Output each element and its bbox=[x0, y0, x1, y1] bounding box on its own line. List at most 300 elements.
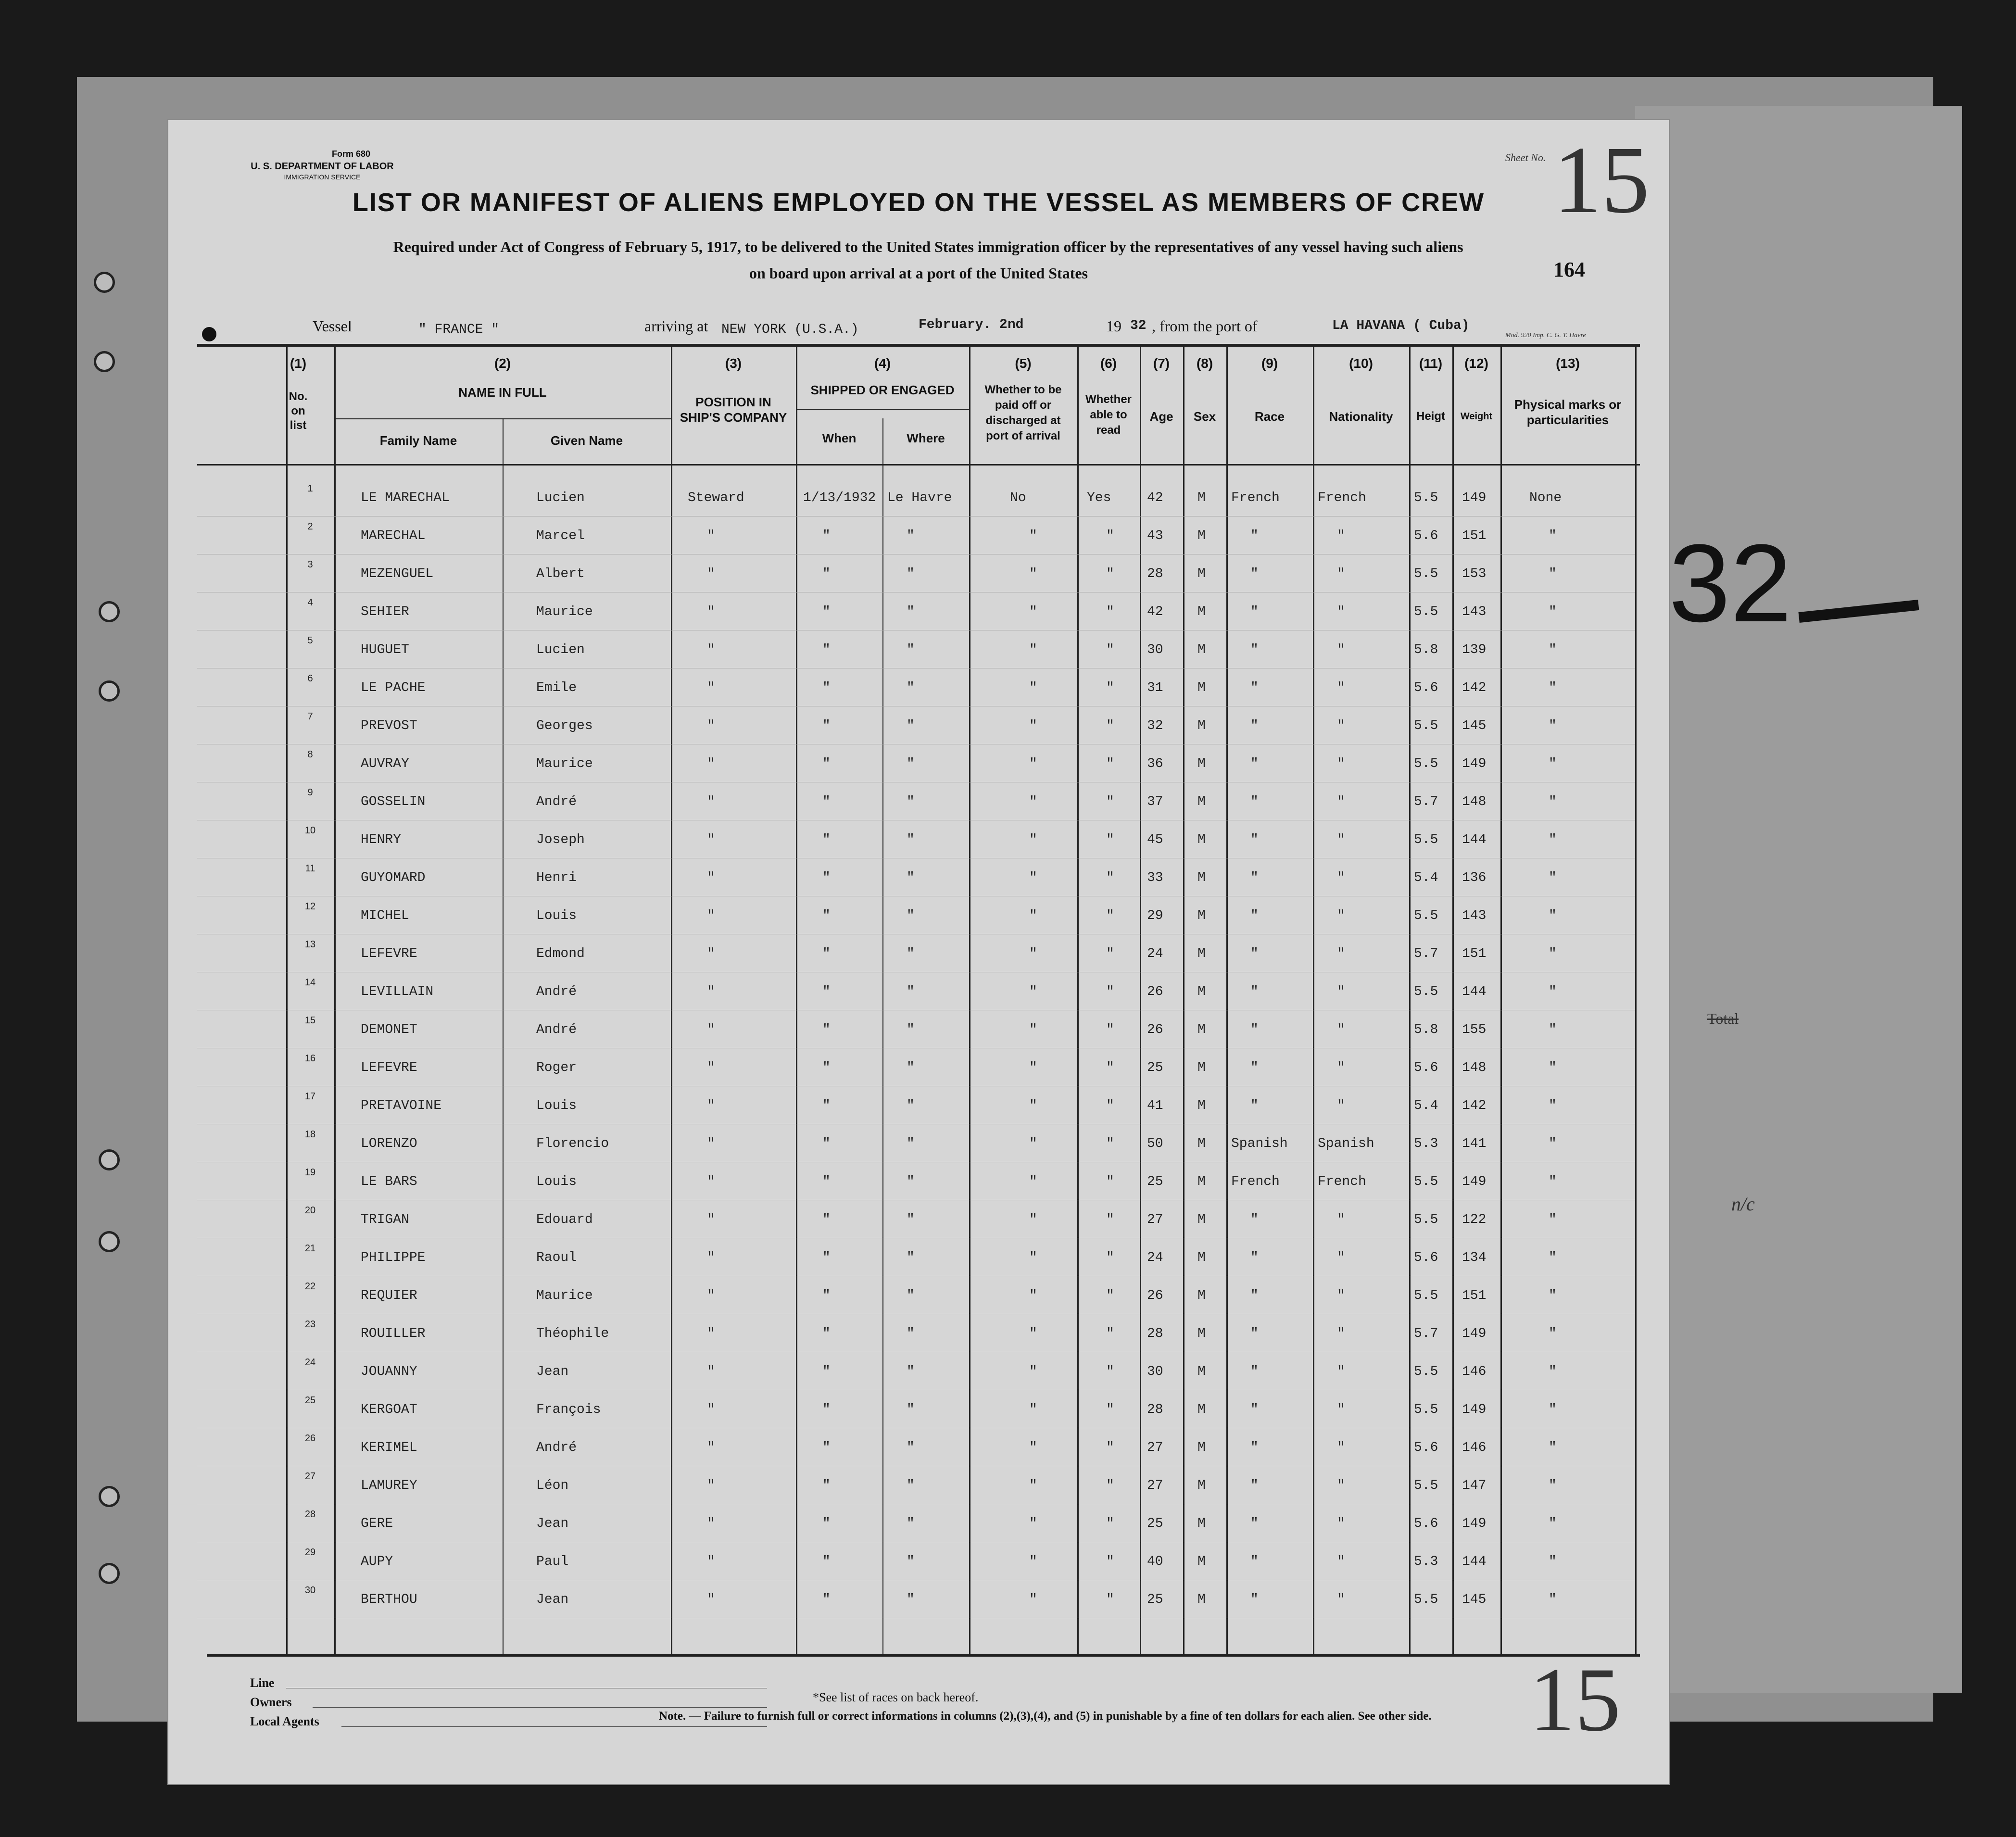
height-cell: 5.6 bbox=[1414, 1440, 1438, 1455]
race-cell: " bbox=[1250, 1516, 1259, 1531]
family-name-cell: DEMONET bbox=[361, 1022, 417, 1037]
race-cell: " bbox=[1250, 604, 1259, 619]
where-cell: Le Havre bbox=[887, 491, 952, 505]
height-cell: 5.6 bbox=[1414, 1250, 1438, 1265]
paid-off-cell: " bbox=[1029, 1212, 1037, 1227]
marks-cell: " bbox=[1549, 908, 1557, 923]
weight-cell: 153 bbox=[1462, 566, 1487, 581]
row-number: 28 bbox=[304, 1509, 316, 1520]
binder-ring bbox=[99, 1149, 120, 1170]
given-name-cell: Emile bbox=[536, 680, 577, 695]
column-rule bbox=[1313, 344, 1314, 1654]
age-cell: 28 bbox=[1147, 1402, 1163, 1417]
given-name-cell: Joseph bbox=[536, 832, 585, 847]
nationality-cell: French bbox=[1318, 491, 1366, 505]
row-number: 27 bbox=[304, 1471, 316, 1482]
col12-header: Weight bbox=[1460, 411, 1493, 422]
row-number: 13 bbox=[304, 939, 316, 950]
marks-cell: " bbox=[1549, 946, 1557, 961]
nationality-cell: " bbox=[1337, 566, 1345, 581]
marks-cell: " bbox=[1549, 1516, 1557, 1531]
weight-cell: 155 bbox=[1462, 1022, 1487, 1037]
when-cell: " bbox=[822, 1174, 831, 1189]
paid-off-cell: " bbox=[1029, 528, 1037, 543]
where-cell: " bbox=[907, 1098, 915, 1113]
age-cell: 37 bbox=[1147, 794, 1163, 809]
col7-number: (7) bbox=[1153, 356, 1170, 371]
nationality-cell: " bbox=[1337, 984, 1345, 999]
height-cell: 5.4 bbox=[1414, 1098, 1438, 1113]
race-cell: " bbox=[1250, 794, 1259, 809]
where-cell: " bbox=[907, 604, 915, 619]
race-cell: " bbox=[1250, 1022, 1259, 1037]
when-cell: " bbox=[822, 1440, 831, 1455]
given-name-cell: Jean bbox=[536, 1592, 569, 1607]
service-name: IMMIGRATION SERVICE bbox=[284, 173, 361, 181]
row-number: 16 bbox=[304, 1053, 316, 1064]
when-cell: " bbox=[822, 1098, 831, 1113]
marks-cell: " bbox=[1549, 984, 1557, 999]
age-cell: 26 bbox=[1147, 1288, 1163, 1303]
height-cell: 5.5 bbox=[1414, 1592, 1438, 1607]
nationality-cell: " bbox=[1337, 1098, 1345, 1113]
marks-cell: " bbox=[1549, 756, 1557, 771]
age-cell: 25 bbox=[1147, 1592, 1163, 1607]
family-name-cell: LORENZO bbox=[361, 1136, 417, 1151]
col1-header: No. on list bbox=[289, 390, 308, 432]
given-name-cell: Raoul bbox=[536, 1250, 577, 1265]
when-cell: " bbox=[822, 1592, 831, 1607]
row-number: 19 bbox=[304, 1167, 316, 1178]
mod-note: Mod. 920 Imp. C. G. T. Havre bbox=[1505, 332, 1586, 339]
given-name-cell: Roger bbox=[536, 1060, 577, 1075]
family-name-cell: REQUIER bbox=[361, 1288, 417, 1303]
marks-cell: " bbox=[1549, 1440, 1557, 1455]
column-rule bbox=[1077, 344, 1079, 1654]
weight-cell: 144 bbox=[1462, 832, 1487, 847]
when-cell: " bbox=[822, 566, 831, 581]
race-cell: French bbox=[1231, 1174, 1280, 1189]
age-cell: 25 bbox=[1147, 1516, 1163, 1531]
weight-cell: 122 bbox=[1462, 1212, 1487, 1227]
family-name-cell: LE PACHE bbox=[361, 680, 426, 695]
position-cell: " bbox=[707, 1440, 715, 1455]
weight-cell: 149 bbox=[1462, 1516, 1487, 1531]
height-cell: 5.5 bbox=[1414, 1288, 1438, 1303]
subtitle-line1: Required under Act of Congress of February 5, 1917, to be delivered to the United States immigration officer by the representatives of any vessel having such aliens bbox=[393, 238, 1463, 255]
bottom-stamp: 15 bbox=[1529, 1649, 1621, 1750]
able-to-read-cell: Yes bbox=[1087, 491, 1111, 505]
able-to-read-cell: " bbox=[1106, 984, 1114, 999]
form-number: Form 680 bbox=[331, 149, 371, 159]
col8-header: Sex bbox=[1193, 409, 1216, 424]
age-cell: 50 bbox=[1147, 1136, 1163, 1151]
col1-number: (1) bbox=[290, 356, 307, 371]
where-cell: " bbox=[907, 1288, 915, 1303]
able-to-read-cell: " bbox=[1106, 1478, 1114, 1493]
age-cell: 42 bbox=[1147, 604, 1163, 619]
nationality-cell: " bbox=[1337, 1022, 1345, 1037]
vessel-label: Vessel bbox=[313, 317, 352, 335]
column-rule bbox=[1452, 344, 1454, 1654]
position-cell: " bbox=[707, 832, 715, 847]
able-to-read-cell: " bbox=[1106, 1098, 1114, 1113]
able-to-read-cell: " bbox=[1106, 1250, 1114, 1265]
sex-cell: M bbox=[1197, 1592, 1206, 1607]
col4a-header: When bbox=[822, 431, 857, 445]
race-cell: " bbox=[1250, 528, 1259, 543]
marks-cell: " bbox=[1549, 832, 1557, 847]
footer-owners-rule bbox=[313, 1707, 767, 1708]
weight-cell: 142 bbox=[1462, 680, 1487, 695]
given-name-cell: Théophile bbox=[536, 1326, 609, 1341]
footer-agents-label: Local Agents bbox=[250, 1714, 319, 1728]
sex-cell: M bbox=[1197, 832, 1206, 847]
sex-cell: M bbox=[1197, 528, 1206, 543]
able-to-read-cell: " bbox=[1106, 1288, 1114, 1303]
sex-cell: M bbox=[1197, 794, 1206, 809]
able-to-read-cell: " bbox=[1106, 718, 1114, 733]
family-name-cell: HENRY bbox=[361, 832, 402, 847]
age-cell: 42 bbox=[1147, 491, 1163, 505]
row-number: 26 bbox=[304, 1433, 316, 1444]
given-name-cell: Lucien bbox=[536, 642, 585, 657]
when-cell: " bbox=[822, 680, 831, 695]
col13-number: (13) bbox=[1556, 356, 1580, 371]
age-cell: 25 bbox=[1147, 1060, 1163, 1075]
nationality-cell: " bbox=[1337, 528, 1345, 543]
age-cell: 27 bbox=[1147, 1440, 1163, 1455]
when-cell: " bbox=[822, 756, 831, 771]
sheet-no-label: Sheet No. bbox=[1505, 151, 1546, 164]
position-cell: " bbox=[707, 1288, 715, 1303]
column-rule bbox=[286, 344, 288, 1654]
able-to-read-cell: " bbox=[1106, 1592, 1114, 1607]
row-number: 12 bbox=[304, 901, 316, 912]
background-sheet-right bbox=[1635, 106, 1962, 1693]
family-name-cell: MARECHAL bbox=[361, 528, 426, 543]
weight-cell: 151 bbox=[1462, 946, 1487, 961]
row-number: 21 bbox=[304, 1243, 316, 1254]
position-cell: Steward bbox=[688, 491, 744, 505]
row-number: 17 bbox=[304, 1091, 316, 1102]
col11-header: Heigt bbox=[1416, 410, 1445, 423]
row-number: 1 bbox=[307, 483, 313, 494]
position-cell: " bbox=[707, 984, 715, 999]
sex-cell: M bbox=[1197, 1554, 1206, 1569]
nationality-cell: " bbox=[1337, 604, 1345, 619]
able-to-read-cell: " bbox=[1106, 1402, 1114, 1417]
when-cell: " bbox=[822, 642, 831, 657]
age-cell: 27 bbox=[1147, 1478, 1163, 1493]
marks-cell: " bbox=[1549, 1136, 1557, 1151]
family-name-cell: PHILIPPE bbox=[361, 1250, 426, 1265]
position-cell: " bbox=[707, 1022, 715, 1037]
position-cell: " bbox=[707, 870, 715, 885]
col4-number: (4) bbox=[874, 356, 891, 371]
col4-header: SHIPPED OR ENGAGED bbox=[810, 383, 955, 397]
weight-cell: 151 bbox=[1462, 528, 1487, 543]
position-cell: " bbox=[707, 1250, 715, 1265]
weight-cell: 149 bbox=[1462, 1402, 1487, 1417]
column-rule bbox=[1500, 344, 1502, 1654]
punch-hole bbox=[202, 327, 216, 341]
nationality-cell: " bbox=[1337, 680, 1345, 695]
age-cell: 28 bbox=[1147, 566, 1163, 581]
weight-cell: 145 bbox=[1462, 718, 1487, 733]
year-suffix: 32 bbox=[1130, 318, 1147, 333]
where-cell: " bbox=[907, 1060, 915, 1075]
paid-off-cell: " bbox=[1029, 680, 1037, 695]
row-number: 18 bbox=[304, 1129, 316, 1140]
paid-off-cell: " bbox=[1029, 1478, 1037, 1493]
marks-cell: " bbox=[1549, 1060, 1557, 1075]
paid-off-cell: No bbox=[1010, 491, 1026, 505]
family-name-cell: MICHEL bbox=[361, 908, 409, 923]
where-cell: " bbox=[907, 908, 915, 923]
given-name-cell: Jean bbox=[536, 1516, 569, 1531]
column-rule bbox=[671, 344, 672, 1654]
when-cell: " bbox=[822, 1554, 831, 1569]
age-cell: 31 bbox=[1147, 680, 1163, 695]
paid-off-cell: " bbox=[1029, 1060, 1037, 1075]
race-cell: " bbox=[1250, 718, 1259, 733]
paid-off-cell: " bbox=[1029, 604, 1037, 619]
marks-cell: " bbox=[1549, 1212, 1557, 1227]
height-cell: 5.5 bbox=[1414, 604, 1438, 619]
col4b-header: Where bbox=[907, 431, 945, 445]
row-number: 30 bbox=[304, 1585, 316, 1596]
departure-port: LA HAVANA ( Cuba) bbox=[1332, 318, 1470, 333]
nationality-cell: " bbox=[1337, 1364, 1345, 1379]
weight-cell: 134 bbox=[1462, 1250, 1487, 1265]
footer-agents-rule bbox=[341, 1726, 767, 1727]
race-cell: Spanish bbox=[1231, 1136, 1288, 1151]
col5-number: (5) bbox=[1015, 356, 1032, 371]
race-cell: " bbox=[1250, 1440, 1259, 1455]
able-to-read-cell: " bbox=[1106, 680, 1114, 695]
nationality-cell: " bbox=[1337, 832, 1345, 847]
height-cell: 5.6 bbox=[1414, 528, 1438, 543]
given-name-cell: Albert bbox=[536, 566, 585, 581]
weight-cell: 143 bbox=[1462, 908, 1487, 923]
where-cell: " bbox=[907, 718, 915, 733]
age-cell: 26 bbox=[1147, 1022, 1163, 1037]
family-name-cell: SEHIER bbox=[361, 604, 409, 619]
height-cell: 5.5 bbox=[1414, 984, 1438, 999]
age-cell: 24 bbox=[1147, 1250, 1163, 1265]
marks-cell: " bbox=[1549, 1554, 1557, 1569]
given-name-cell: Louis bbox=[536, 1174, 577, 1189]
when-cell: " bbox=[822, 984, 831, 999]
where-cell: " bbox=[907, 1554, 915, 1569]
where-cell: " bbox=[907, 680, 915, 695]
family-name-cell: AUVRAY bbox=[361, 756, 409, 771]
races-note: *See list of races on back hereof. bbox=[813, 1690, 979, 1704]
sex-cell: M bbox=[1197, 870, 1206, 885]
race-cell: " bbox=[1250, 756, 1259, 771]
age-cell: 30 bbox=[1147, 1364, 1163, 1379]
family-name-cell: TRIGAN bbox=[361, 1212, 409, 1227]
marks-cell: " bbox=[1549, 1326, 1557, 1341]
sex-cell: M bbox=[1197, 718, 1206, 733]
age-cell: 43 bbox=[1147, 528, 1163, 543]
row-number: 29 bbox=[304, 1547, 316, 1558]
binder-ring bbox=[99, 601, 120, 622]
able-to-read-cell: " bbox=[1106, 1136, 1114, 1151]
col7-header: Age bbox=[1149, 409, 1173, 424]
row-number: 11 bbox=[305, 863, 315, 874]
race-cell: " bbox=[1250, 1478, 1259, 1493]
height-cell: 5.7 bbox=[1414, 946, 1438, 961]
age-cell: 45 bbox=[1147, 832, 1163, 847]
column-rule bbox=[503, 418, 504, 1654]
col10-header: Nationality bbox=[1329, 409, 1393, 424]
manifest-page bbox=[168, 120, 1669, 1784]
where-cell: " bbox=[907, 1364, 915, 1379]
marks-cell: None bbox=[1529, 491, 1562, 505]
position-cell: " bbox=[707, 718, 715, 733]
position-cell: " bbox=[707, 1592, 715, 1607]
given-name-cell: André bbox=[536, 794, 577, 809]
age-cell: 30 bbox=[1147, 642, 1163, 657]
sex-cell: M bbox=[1197, 946, 1206, 961]
able-to-read-cell: " bbox=[1106, 794, 1114, 809]
paid-off-cell: " bbox=[1029, 870, 1037, 885]
nationality-cell: " bbox=[1337, 1516, 1345, 1531]
family-name-cell: MEZENGUEL bbox=[361, 566, 434, 581]
when-cell: " bbox=[822, 1478, 831, 1493]
column-rule bbox=[969, 344, 970, 1654]
age-cell: 33 bbox=[1147, 870, 1163, 885]
race-cell: French bbox=[1231, 491, 1280, 505]
position-cell: " bbox=[707, 794, 715, 809]
when-cell: " bbox=[822, 946, 831, 961]
nationality-cell: " bbox=[1337, 794, 1345, 809]
age-cell: 41 bbox=[1147, 1098, 1163, 1113]
given-name-cell: Maurice bbox=[536, 604, 593, 619]
paid-off-cell: " bbox=[1029, 642, 1037, 657]
family-name-cell: KERGOAT bbox=[361, 1402, 417, 1417]
able-to-read-cell: " bbox=[1106, 1440, 1114, 1455]
position-cell: " bbox=[707, 1364, 715, 1379]
family-name-cell: ROUILLER bbox=[361, 1326, 426, 1341]
column-rule bbox=[1409, 344, 1411, 1654]
height-cell: 5.5 bbox=[1414, 1364, 1438, 1379]
family-name-cell: KERIMEL bbox=[361, 1440, 417, 1455]
height-cell: 5.5 bbox=[1414, 1174, 1438, 1189]
when-cell: " bbox=[822, 604, 831, 619]
weight-cell: 144 bbox=[1462, 984, 1487, 999]
row-number: 3 bbox=[307, 559, 313, 570]
col9-header: Race bbox=[1254, 409, 1285, 424]
nationality-cell: " bbox=[1337, 1060, 1345, 1075]
family-name-cell: AUPY bbox=[361, 1554, 393, 1569]
row-number: 20 bbox=[304, 1205, 316, 1216]
given-name-cell: Georges bbox=[536, 718, 593, 733]
col10-number: (10) bbox=[1349, 356, 1373, 371]
margin-total: Total bbox=[1707, 1010, 1739, 1027]
sex-cell: M bbox=[1197, 1288, 1206, 1303]
year-prefix: 19 bbox=[1106, 317, 1121, 335]
race-cell: " bbox=[1250, 680, 1259, 695]
when-cell: " bbox=[822, 1516, 831, 1531]
binder-ring bbox=[94, 351, 115, 372]
marks-cell: " bbox=[1549, 642, 1557, 657]
where-cell: " bbox=[907, 1022, 915, 1037]
given-name-cell: Edouard bbox=[536, 1212, 593, 1227]
sex-cell: M bbox=[1197, 680, 1206, 695]
col2-header: NAME IN FULL bbox=[458, 385, 547, 400]
sex-cell: M bbox=[1197, 1022, 1206, 1037]
position-cell: " bbox=[707, 566, 715, 581]
where-cell: " bbox=[907, 1326, 915, 1341]
where-cell: " bbox=[907, 1592, 915, 1607]
when-cell: " bbox=[822, 1364, 831, 1379]
height-cell: 5.5 bbox=[1414, 1478, 1438, 1493]
nationality-cell: " bbox=[1337, 870, 1345, 885]
when-cell: " bbox=[822, 718, 831, 733]
height-cell: 5.6 bbox=[1414, 1060, 1438, 1075]
race-cell: " bbox=[1250, 1250, 1259, 1265]
family-name-cell: PREVOST bbox=[361, 718, 417, 733]
family-name-cell: BERTHOU bbox=[361, 1592, 417, 1607]
age-cell: 28 bbox=[1147, 1326, 1163, 1341]
paid-off-cell: " bbox=[1029, 1402, 1037, 1417]
weight-cell: 148 bbox=[1462, 1060, 1487, 1075]
nationality-cell: " bbox=[1337, 1326, 1345, 1341]
paid-off-cell: " bbox=[1029, 1554, 1037, 1569]
height-cell: 5.7 bbox=[1414, 794, 1438, 809]
table-bottom-rule bbox=[207, 1654, 1640, 1657]
col2-number: (2) bbox=[494, 356, 511, 371]
weight-cell: 146 bbox=[1462, 1364, 1487, 1379]
family-name-cell: HUGUET bbox=[361, 642, 409, 657]
nationality-cell: " bbox=[1337, 1592, 1345, 1607]
col13-header: Physical marks or particularities bbox=[1514, 397, 1622, 427]
where-cell: " bbox=[907, 1136, 915, 1151]
given-name-cell: Jean bbox=[536, 1364, 569, 1379]
paid-off-cell: " bbox=[1029, 1592, 1037, 1607]
age-cell: 40 bbox=[1147, 1554, 1163, 1569]
height-cell: 5.5 bbox=[1414, 1212, 1438, 1227]
when-cell: " bbox=[822, 1288, 831, 1303]
height-cell: 5.5 bbox=[1414, 756, 1438, 771]
nationality-cell: French bbox=[1318, 1174, 1366, 1189]
paid-off-cell: " bbox=[1029, 1516, 1037, 1531]
paid-off-cell: " bbox=[1029, 1098, 1037, 1113]
given-name-cell: Léon bbox=[536, 1478, 569, 1493]
marks-cell: " bbox=[1549, 794, 1557, 809]
nationality-cell: " bbox=[1337, 1288, 1345, 1303]
sheet-stamp: 15 bbox=[1553, 127, 1650, 233]
when-cell: " bbox=[822, 1402, 831, 1417]
paid-off-cell: " bbox=[1029, 794, 1037, 809]
height-cell: 5.3 bbox=[1414, 1136, 1438, 1151]
family-name-cell: PRETAVOINE bbox=[361, 1098, 442, 1113]
height-cell: 5.5 bbox=[1414, 832, 1438, 847]
age-cell: 27 bbox=[1147, 1212, 1163, 1227]
sex-cell: M bbox=[1197, 908, 1206, 923]
sex-cell: M bbox=[1197, 1478, 1206, 1493]
race-cell: " bbox=[1250, 566, 1259, 581]
family-name-cell: LEFEVRE bbox=[361, 946, 417, 961]
nationality-cell: " bbox=[1337, 1250, 1345, 1265]
position-cell: " bbox=[707, 1478, 715, 1493]
nationality-cell: " bbox=[1337, 1440, 1345, 1455]
sex-cell: M bbox=[1197, 604, 1206, 619]
able-to-read-cell: " bbox=[1106, 1060, 1114, 1075]
